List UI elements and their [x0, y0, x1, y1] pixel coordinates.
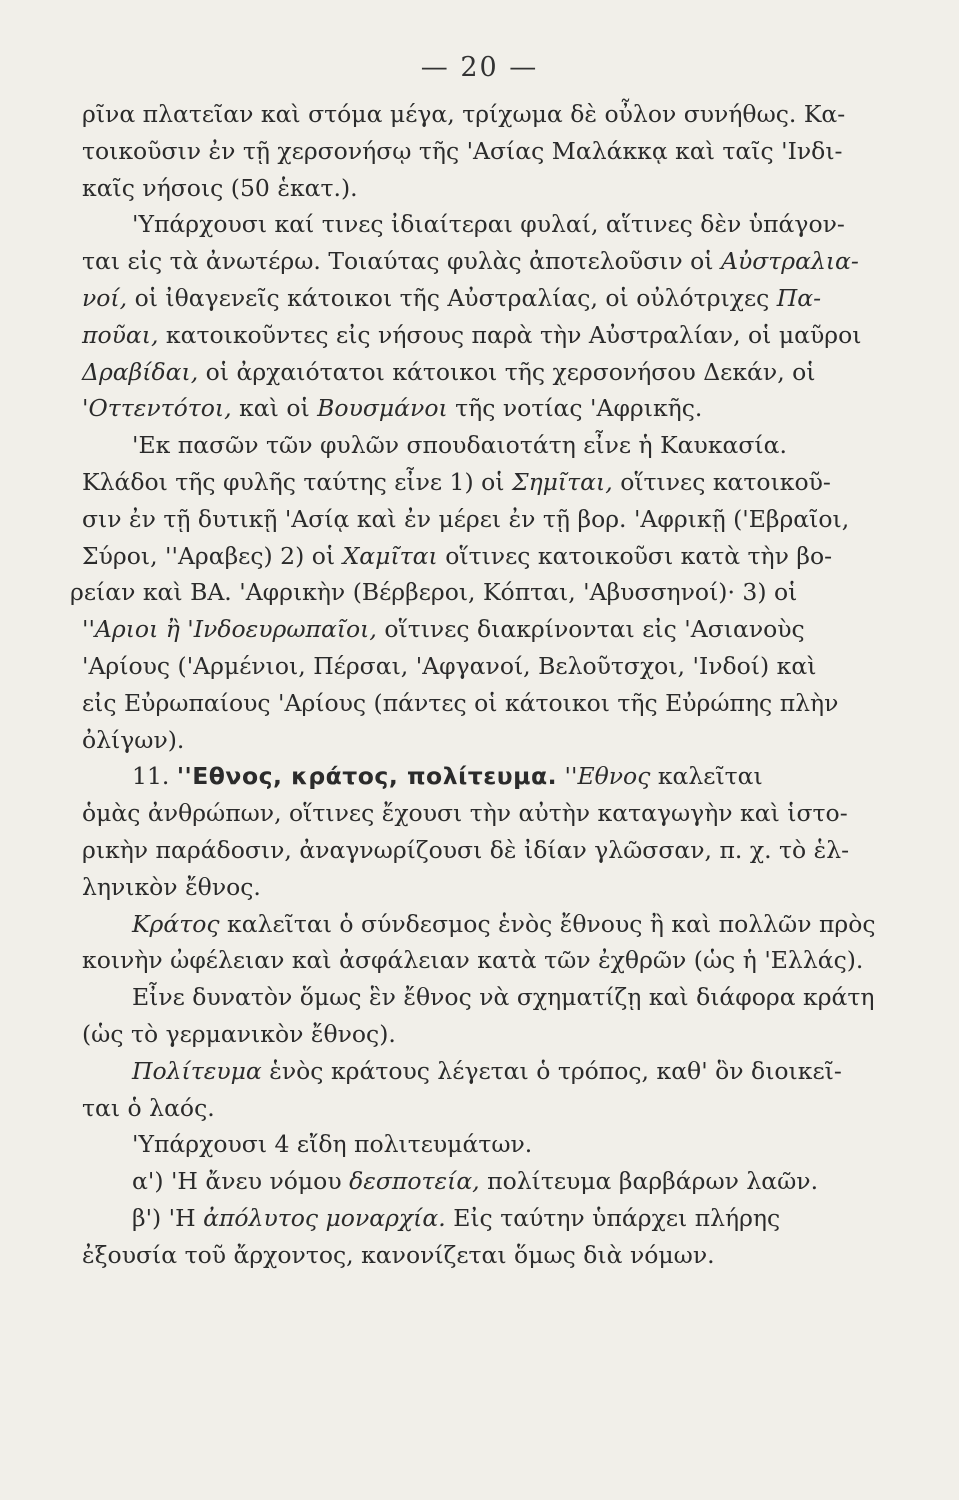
- text-run: 11.: [132, 762, 177, 791]
- text-run: κατοικοῦντες εἰς νήσους παρὰ τὴν Αὐστραλίαν, οἱ μαῦροι: [158, 320, 862, 349]
- text-line: [82, 501, 882, 538]
- text-run: καὶ οἱ: [231, 394, 318, 423]
- text-line: [82, 1016, 882, 1053]
- text-line: [82, 427, 882, 464]
- text-run: [557, 762, 564, 790]
- italic-term: ἀπόλυτος μοναρχία.: [203, 1203, 446, 1232]
- text-line: [82, 869, 882, 906]
- italic-term: δεσποτεία,: [349, 1167, 480, 1196]
- text-line: [82, 648, 882, 685]
- text-run: 'Υπάρχουσι 4 εἴδη πολιτευμάτων.: [132, 1130, 533, 1159]
- text-line: [82, 795, 882, 832]
- text-run: Κλάδοι τῆς φυλῆς ταύτης εἶνε 1) οἱ: [82, 467, 512, 496]
- italic-term: Πολίτευμα: [132, 1056, 262, 1085]
- text-line: [82, 685, 882, 722]
- text-run: καλεῖται: [650, 762, 763, 791]
- text-run: ρικὴν παράδοσιν, ἀναγνωρίζουσι δὲ ἰδίαν γλῶσσαν, π. χ. τὸ ἑλ-: [82, 835, 850, 864]
- text-run: (ὡς τὸ γερμανικὸν ἔθνος).: [82, 1019, 396, 1048]
- text-line: [82, 280, 882, 317]
- text-run: οἵτινες διακρίνονται εἰς 'Ασιανοὺς: [376, 615, 805, 644]
- text-line: [82, 1126, 882, 1163]
- text-run: κοινὴν ὠφέλειαν καὶ ἀσφάλειαν κατὰ τῶν ἐχθρῶν (ὡς ἡ 'Ελλάς).: [82, 946, 864, 975]
- italic-term: Χαμῖται: [342, 541, 438, 570]
- italic-term: Πα-: [776, 283, 822, 312]
- text-run: ληνικὸν ἔθνος.: [82, 872, 261, 901]
- text-run: 'Υπάρχουσι καί τινες ἰδιαίτεραι φυλαί, αἵτινες δὲν ὑπάγον-: [132, 210, 845, 239]
- text-run: ὀλίγων).: [82, 725, 185, 754]
- text-line: [82, 906, 882, 943]
- section-heading: ''Εθνος, κράτος, πολίτευμα.: [176, 762, 558, 791]
- text-line: [82, 1053, 882, 1090]
- text-line: [82, 170, 882, 207]
- text-line: [82, 390, 882, 427]
- text-line: [82, 611, 882, 648]
- text-run: ρῖνα πλατεῖαν καὶ στόμα μέγα, τρίχωμα δὲ οὖλον συνήθως. Κα-: [82, 100, 846, 128]
- text-run: ὁμὰς ἀνθρώπων, οἵτινες ἔχουσι τὴν αὐτὴν καταγωγὴν καὶ ἱστο-: [82, 799, 848, 828]
- text-run: 'Εκ πασῶν τῶν φυλῶν σπουδαιοτάτη εἶνε ἡ Καυκασία.: [132, 431, 787, 460]
- page-number: — 20 —: [420, 52, 539, 83]
- italic-term: ποῦαι,: [82, 320, 159, 349]
- text-run: ἑνὸς κράτους λέγεται ὁ τρόπος, καθ' ὃν διοικεῖ-: [261, 1056, 842, 1085]
- text-line: [82, 538, 882, 575]
- text-run: Εἰς ταύτην ὑπάρχει πλήρης: [445, 1203, 781, 1232]
- italic-term: Κράτος: [132, 909, 220, 938]
- italic-term: 'Οττεντότοι,: [82, 394, 232, 423]
- text-line: [82, 1090, 882, 1127]
- text-run: ρείαν καὶ ΒΑ. 'Αφρικὴν (Βέρβεροι, Κόπται, 'Αβυσσηνοί)· 3) οἱ: [70, 578, 798, 607]
- text-run: Εἶνε δυνατὸν ὅμως ἓν ἔθνος νὰ σχηματίζῃ καὶ διάφορα κράτη: [132, 983, 875, 1012]
- italic-term: Δραβίδαι,: [82, 357, 199, 386]
- text-line: [82, 1163, 882, 1200]
- text-line: [82, 464, 882, 501]
- text-run: σιν ἐν τῇ δυτικῇ 'Ασίᾳ καὶ ἐν μέρει ἐν τῇ βορ. 'Αφρικῇ ('Εβραῖοι,: [82, 504, 850, 533]
- text-line: [82, 979, 882, 1016]
- text-run: καῖς νήσοις (50 ἑκατ.).: [82, 173, 358, 202]
- text-run: Σύροι, ''Αραβες) 2) οἱ: [82, 541, 343, 570]
- text-run: β') 'Η: [132, 1203, 204, 1232]
- text-line: [82, 317, 882, 354]
- body-text: [70, 96, 882, 1274]
- italic-term: Αὐστραλια-: [720, 247, 859, 276]
- text-run: ται ὁ λαός.: [82, 1093, 215, 1122]
- text-line: [82, 1200, 882, 1237]
- italic-term: Σημῖται,: [511, 467, 613, 496]
- text-line: [82, 206, 882, 243]
- text-run: οἵτινες κατοικοῦ-: [612, 467, 831, 496]
- text-run: τοικοῦσιν ἐν τῇ χερσονήσῳ τῆς 'Ασίας Μαλάκκᾳ καὶ ταῖς 'Ινδι-: [82, 136, 843, 165]
- text-run: οἱ ἰθαγενεῖς κάτοικοι τῆς Αὐστραλίας, οἱ οὐλότριχες: [127, 283, 777, 312]
- italic-term: ''Εθνος: [564, 762, 651, 791]
- text-line: [82, 942, 882, 979]
- text-run: καλεῖται ὁ σύνδεσμος ἑνὸς ἔθνους ἢ καὶ πολλῶν πρὸς: [219, 909, 876, 938]
- text-run: πολίτευμα βαρβάρων λαῶν.: [479, 1167, 819, 1196]
- text-line: [82, 758, 882, 795]
- text-line: [82, 133, 882, 170]
- text-line: [70, 574, 882, 611]
- text-run: 'Αρίους ('Αρμένιοι, Πέρσαι, 'Αφγανοί, Βελοῦτσχοι, 'Ινδοί) καὶ: [82, 651, 817, 680]
- text-line: [82, 1237, 882, 1274]
- text-line: [82, 96, 882, 133]
- italic-term: Βουσμάνοι: [317, 394, 448, 423]
- italic-term: ''Αριοι ἢ 'Ινδοευρωπαῖοι,: [82, 615, 377, 644]
- text-run: οἱ ἀρχαιότατοι κάτοικοι τῆς χερσονήσου Δεκάν, οἱ: [198, 357, 816, 386]
- text-line: [82, 832, 882, 869]
- text-line: [82, 243, 882, 280]
- text-line: [82, 722, 882, 759]
- text-run: οἵτινες κατοικοῦσι κατὰ τὴν βο-: [437, 541, 833, 570]
- text-run: ἐξουσία τοῦ ἄρχοντος, κανονίζεται ὅμως διὰ νόμων.: [82, 1240, 715, 1269]
- italic-term: νοί,: [82, 283, 128, 312]
- text-run: εἰς Εὐρωπαίους 'Αρίους (πάντες οἱ κάτοικοι τῆς Εὐρώπης πλὴν: [82, 688, 839, 717]
- text-line: [82, 354, 882, 391]
- text-run: ται εἰς τὰ ἀνωτέρω. Τοιαύτας φυλὰς ἀποτελοῦσιν οἱ: [82, 247, 721, 276]
- text-run: α') 'Η ἄνευ νόμου: [132, 1167, 350, 1196]
- text-run: τῆς νοτίας 'Αφρικῆς.: [447, 394, 703, 423]
